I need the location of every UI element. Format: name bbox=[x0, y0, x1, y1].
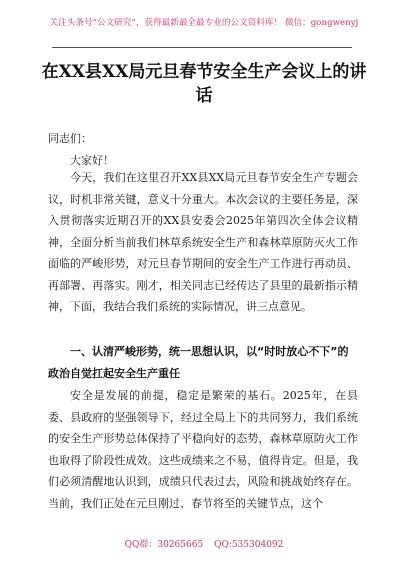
document-title: 在XX县XX局元旦春节安全生产会议上的讲话 bbox=[41, 62, 367, 106]
footer-qq-group: QQ群：30265665 bbox=[124, 540, 204, 550]
paragraph-intro: 今天，我们在这里召开XX县XX局元旦春节安全生产专题会议，时机非常关键，意义十分重大。本次会议的主要任务是，深入贯彻落实近期召开的XX县安委会2025年第四次全体会议精神，全面分析当前我们林草系统安全生产和森林草原防灭火工作面临的严峻形势，对元旦春节期间的安全生产工作进行再动员、再部署、再落实。刚才，相关同志已经传达了县里的最新指示精神，下面，我结合我们系统的实际情况，讲三点意见。 bbox=[48, 171, 358, 313]
header-notice: 关注头条号“公文研究”，获得最新最全最专业的公文资料库！ 微信：gongwenyj bbox=[49, 18, 359, 28]
footer-qq: QQ:535304092 bbox=[214, 540, 284, 550]
section-heading-1: 一、认清严峻形势，统一思想认识，以“时时放心不下”的政治自觉扛起安全生产重任 bbox=[48, 345, 349, 380]
header-divider bbox=[52, 47, 352, 48]
greeting: 大家好！ bbox=[70, 154, 114, 167]
footer-contact bbox=[0, 537, 408, 550]
paragraph-section-1: 安全是发展的前提，稳定是繁荣的基石。2025年，在县委、县政府的坚强领导下，经过全局上下的共同努力，我们系统的安全生产形势总体保持了平稳向好的态势，森林草原防火工作也取得了阶段性成效。这些成绩来之不易，值得肯定。但是，我们必须清醒地认识到，成绩只代表过去，风险和挑战始终存在。当前，我们正处在元旦刚过、春节将至的关键节点，这个 bbox=[48, 389, 358, 510]
salutation: 同志们： bbox=[48, 132, 92, 145]
